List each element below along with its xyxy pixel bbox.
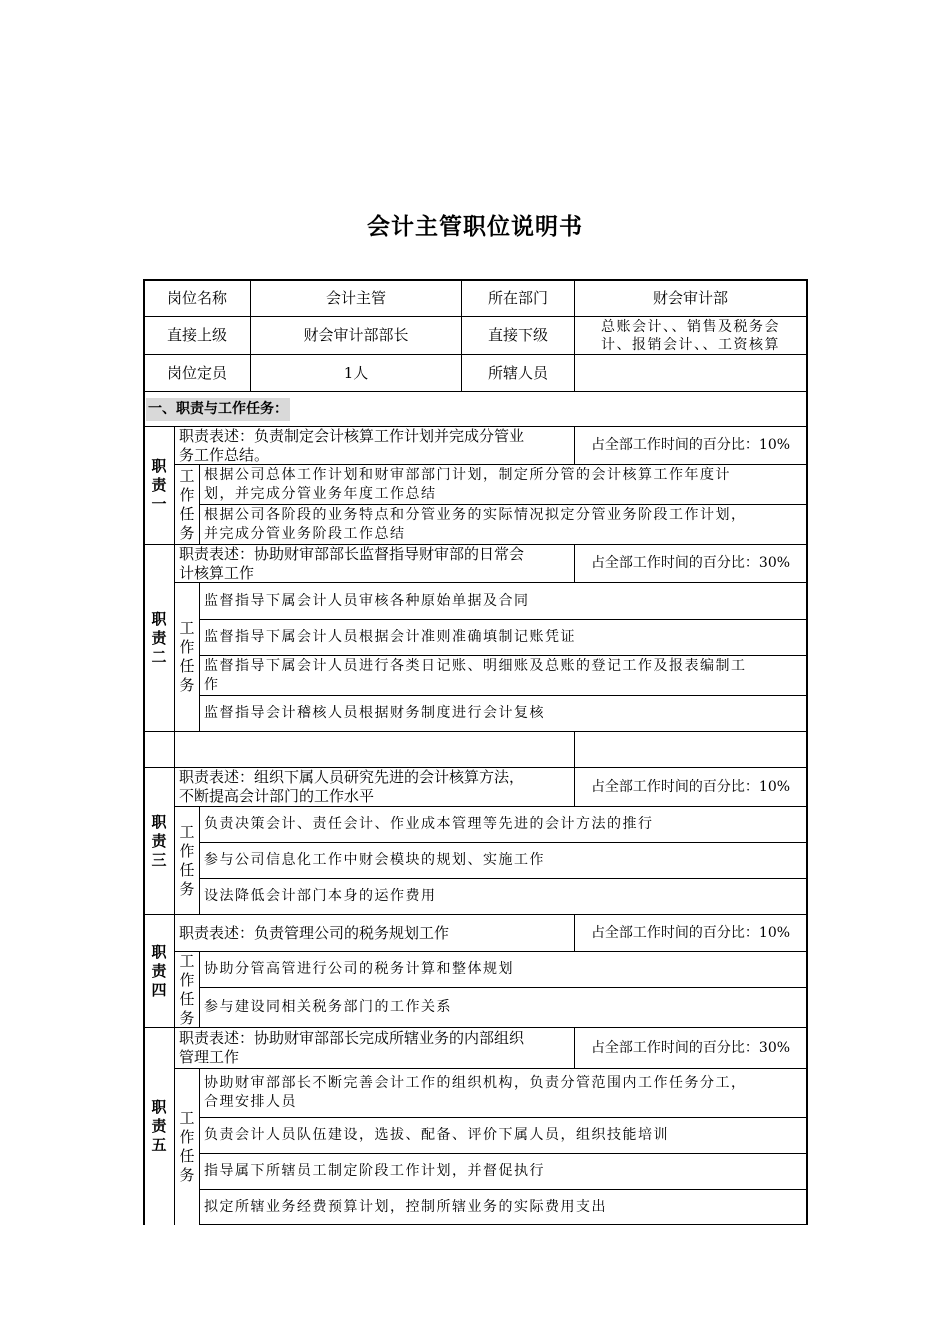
duty-4-percent: 占全部工作时间的百分比：10%	[590, 924, 791, 941]
headcount-label: 岗位定员	[166, 363, 227, 382]
duty-1-label: 职 责 一	[151, 457, 167, 513]
duty-5-task-label: 工 作 任 务	[179, 1109, 195, 1184]
duty-3-task-label: 工 作 任 务	[179, 822, 195, 898]
duty-2-task-3: 监督指导下属会计人员进行各类日记账、明细账及总账的登记工作及报表编制工 作	[204, 657, 747, 693]
duty-3-task-2: 参与公司信息化工作中财会模块的规划、实施工作	[204, 852, 545, 868]
duty-2-description: 职责表述：协助财审部部长监督指导财审部的日常会 计核算工作	[179, 544, 525, 582]
duty-4-task-2: 参与建设同相关税务部门的工作关系	[204, 999, 452, 1015]
section-title	[146, 392, 746, 426]
supervisor-label: 直接上级	[166, 326, 227, 344]
duty-1-task-label: 工 作 任 务	[179, 466, 195, 542]
duty-2-task-1: 监督指导下属会计人员审核各种原始单据及合同	[204, 592, 530, 609]
position-name-value: 会计主管	[325, 288, 386, 307]
duty-5-task-4: 拟定所辖业务经费预算计划，控制所辖业务的实际费用支出	[204, 1198, 607, 1215]
duty-2-task-label: 工 作 任 务	[179, 619, 195, 694]
page-title: 会计主管职位说明书	[367, 214, 583, 240]
duty-4-task-1: 协助分管高管进行公司的税务计算和整体规划	[204, 961, 514, 977]
duty-3-description: 职责表述：组织下属人员研究先进的会计核算方法， 不断提高会计部门的工作水平	[179, 768, 525, 805]
staff-value	[575, 355, 806, 391]
duty-5-percent: 占全部工作时间的百分比：30%	[590, 1039, 791, 1056]
duty-2-task-4: 监督指导会计稽核人员根据财务制度进行会计复核	[204, 705, 545, 721]
duty-2-task-2: 监督指导下属会计人员根据会计准则准确填制记账凭证	[204, 629, 576, 645]
subordinate-value-line-1: 总账会计、、销售及税务会	[601, 318, 780, 335]
duty-4-description: 职责表述：负责管理公司的税务规划工作	[179, 923, 450, 942]
section-title-text: 一、职责与工作任务：	[146, 398, 290, 421]
duty-1-task-1: 根据公司总体工作计划和财审部部门计划，制定所分管的会计核算工作年度计 划，并完成分管业务年度工作总结	[204, 466, 731, 502]
duty-3-percent: 占全部工作时间的百分比：10%	[590, 778, 791, 795]
duty-5-task-3: 指导属下所辖员工制定阶段工作计划，并督促执行	[204, 1163, 545, 1179]
subordinate-label: 直接下级	[487, 326, 548, 344]
duty-4-label: 职 责 四	[151, 942, 167, 999]
duty-5-task-2: 负责会计人员队伍建设，选拔、配备、评价下属人员，组织技能培训	[204, 1127, 669, 1143]
duty-3-label: 职 责 三	[151, 812, 167, 869]
duty-5-label: 职 责 五	[151, 1098, 167, 1154]
department-label: 所在部门	[487, 288, 548, 307]
duty-2-label: 职 责 二	[151, 609, 167, 666]
supervisor-value: 财会审计部部长	[303, 326, 409, 344]
headcount-value: 1人	[343, 363, 369, 382]
duty-3-task-3: 设法降低会计部门本身的运作费用	[204, 888, 437, 904]
position-name-label: 岗位名称	[166, 288, 227, 307]
duty-3-task-1: 负责决策会计、责任会计、作业成本管理等先进的会计方法的推行	[204, 816, 654, 832]
subordinate-value-line-2: 计、报销会计、、工资核算	[601, 336, 780, 353]
duty-1-task-2: 根据公司各阶段的业务特点和分管业务的实际情况拟定分管业务阶段工作计划， 并完成分管业务阶段工作总结	[204, 506, 747, 542]
duty-1-description: 职责表述：负责制定会计核算工作计划并完成分管业 务工作总结。	[179, 426, 525, 464]
duty-2-percent: 占全部工作时间的百分比：30%	[590, 555, 791, 571]
duty-5-task-1: 协助财审部部长不断完善会计工作的组织机构，负责分管范围内工作任务分工， 合理安排人员	[204, 1075, 747, 1110]
duty-4-task-label: 工 作 任 务	[179, 951, 195, 1027]
duty-5-description: 职责表述：协助财审部部长完成所辖业务的内部组织 管理工作	[179, 1029, 525, 1066]
department-value: 财会审计部	[652, 288, 728, 307]
duty-1-percent: 占全部工作时间的百分比：10%	[590, 437, 791, 453]
staff-label: 所辖人员	[487, 363, 548, 382]
subordinate-value	[575, 317, 806, 354]
